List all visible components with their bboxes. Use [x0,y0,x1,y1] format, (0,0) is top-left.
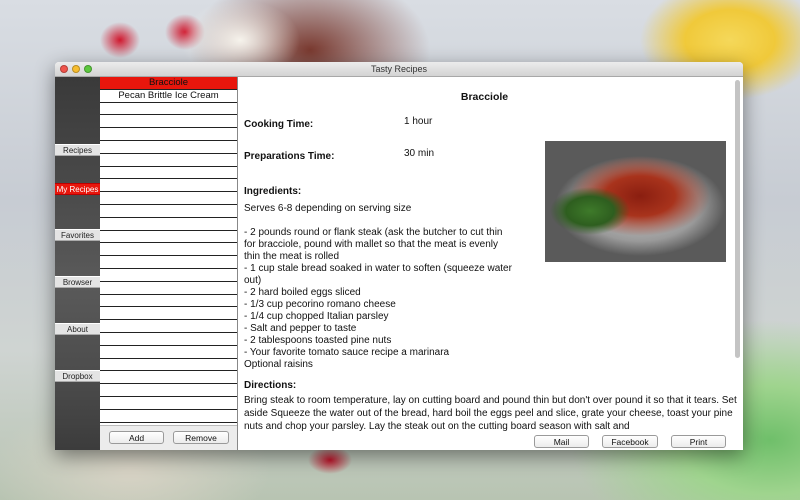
recipe-list [100,77,238,450]
list-item[interactable] [100,307,237,320]
sidebar-item-favorites[interactable]: Favorites [55,229,100,241]
list-item[interactable] [100,359,237,372]
sidebar-item-dropbox[interactable]: Dropbox [55,370,100,382]
window-controls [60,65,92,73]
list-item[interactable] [100,167,237,180]
list-item[interactable] [100,179,237,192]
list-item[interactable]: Bracciole [100,77,237,90]
prep-time-label: Preparations Time: [244,151,335,162]
sidebar-item-my-recipes[interactable]: My Recipes [56,185,99,194]
list-item[interactable] [100,282,237,295]
list-item[interactable] [100,397,237,410]
action-bar [238,434,743,450]
zoom-window-button[interactable] [84,65,92,73]
sidebar [55,77,100,450]
list-item[interactable] [100,192,237,205]
title-bar[interactable] [55,62,743,77]
list-item[interactable] [100,256,237,269]
list-item[interactable] [100,384,237,397]
ingredients-text: Serves 6-8 depending on serving size - 2 pounds round or flank steak (ask the butcher to cut thin for bracciole, pound with mallet so that the meat is evenly thin the meat is rolled - 1 cup stale bread soaked in water to soften (squeeze water out) - 2 hard boiled eggs sliced - 1/3 cup pecorino romano cheese - 1/4 cup chopped Italian parsley - Salt and pepper to taste - 2 tablespoons toasted pine nuts - Your favorite tomato sauce recipe a marinara Optional raisins [244,203,512,370]
window-title: Tasty Recipes [370,64,428,74]
cooking-time-value: 1 hour [404,116,433,127]
list-item[interactable] [100,141,237,154]
list-item[interactable] [100,115,237,128]
list-item[interactable] [100,269,237,282]
sidebar-item-recipes[interactable]: Recipes [55,144,100,156]
prep-time-value: 30 min [404,148,435,159]
list-item[interactable] [100,243,237,256]
list-item[interactable] [100,205,237,218]
list-item[interactable] [100,346,237,359]
list-item[interactable] [100,333,237,346]
directions-text: Bring steak to room temperature, lay on cutting board and pound thin but don't over pound it so that it tears. Set aside Squeeze the water out of the bread, hard boil the eggs peel and slice, grate your cheese, toast your pine nuts and chop your parsley. Lay the steak out on the cutting board season with salt and [244,395,737,432]
remove-recipe-button[interactable]: Remove [173,431,229,444]
sidebar-item-browser[interactable]: Browser [55,276,100,288]
print-button[interactable]: Print [671,435,726,448]
app-window [55,62,743,450]
list-item[interactable] [100,320,237,333]
list-item[interactable] [100,103,237,116]
list-item[interactable] [100,128,237,141]
directions-heading: Directions: [244,380,297,391]
sidebar-item-about[interactable]: About [55,323,100,335]
list-item[interactable] [100,154,237,167]
list-item[interactable] [100,410,237,423]
recipe-list-toolbar [100,425,237,450]
list-item[interactable] [100,231,237,244]
add-recipe-button[interactable]: Add [109,431,164,444]
cooking-time-label: Cooking Time: [244,119,314,130]
list-item[interactable] [100,295,237,308]
list-item[interactable] [100,371,237,384]
minimize-window-button[interactable] [72,65,80,73]
recipe-detail [238,77,743,450]
recipe-list-rows [100,77,237,425]
facebook-button[interactable]: Facebook [602,435,658,448]
list-item[interactable] [100,218,237,231]
ingredients-heading: Ingredients: [244,186,302,197]
mail-button[interactable]: Mail [534,435,589,448]
vertical-scrollbar[interactable] [735,80,740,358]
close-window-button[interactable] [60,65,68,73]
recipe-title: Bracciole [460,91,509,103]
recipe-photo [545,141,726,262]
list-item[interactable]: Pecan Brittle Ice Cream [100,90,237,103]
